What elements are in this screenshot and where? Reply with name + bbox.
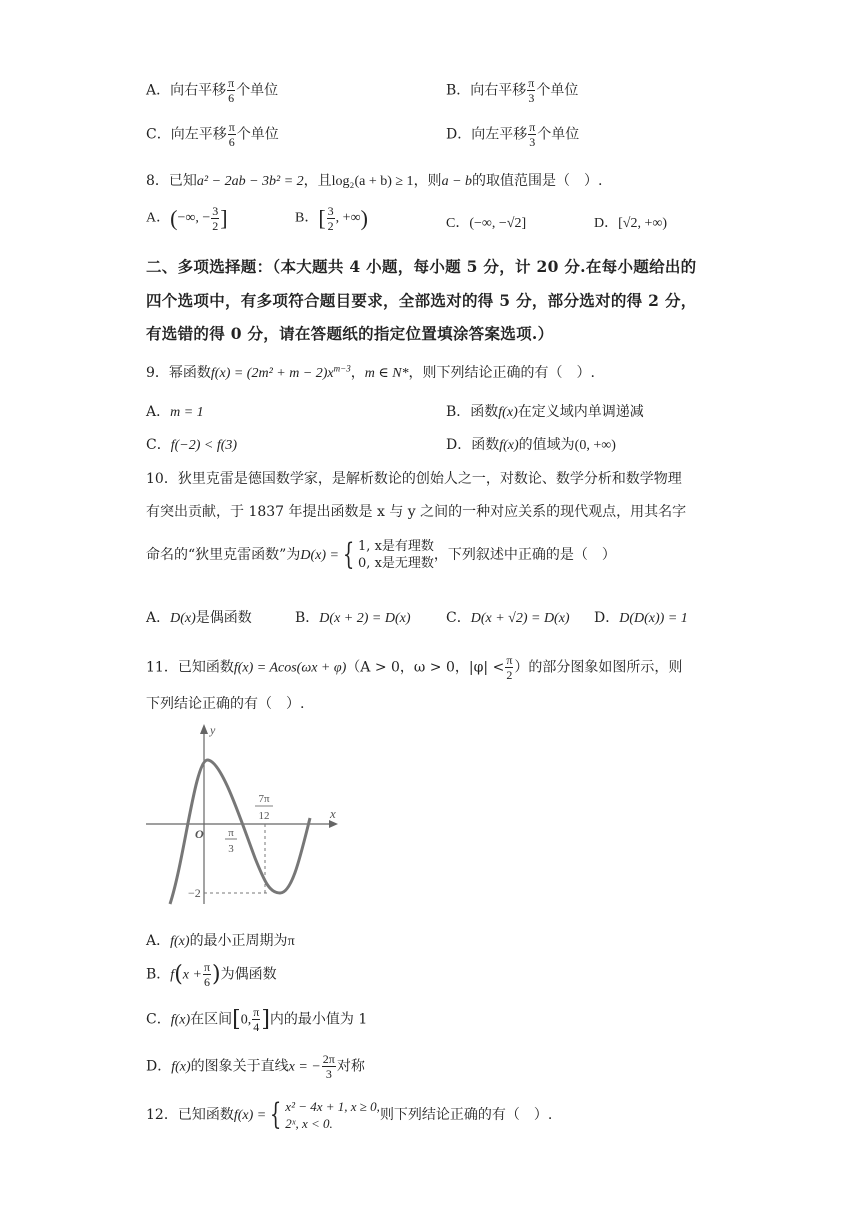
q10-option-a: A．D(x)是偶函数 xyxy=(146,610,252,626)
q11-option-a: A．f(x)的最小正周期为π xyxy=(146,933,295,949)
origin-label: O xyxy=(195,827,204,841)
pi-over-3-num: π xyxy=(228,827,234,839)
q7-option-b: B．向右平移 $\frac{\pi}{3}$ 个单位 xyxy=(446,76,579,105)
q9-stem: 9．幂函数$f(x) = (2m^2 + m - 2)x^{m-3}$，m ∈ N*，则下列结论正确的有（ ）. xyxy=(146,363,595,381)
section2-line2: 四个选项中，有多项符合题目要求，全部选对的得 5 分，部分选对的得 2 分， xyxy=(146,291,697,310)
q9-option-d: D．函数f(x)的值域为(0, +∞) xyxy=(446,437,616,453)
section2-line3: 有选错的得 0 分，请在答题纸的指定位置填涂答案选项.） xyxy=(146,324,554,343)
cosine-curve xyxy=(170,760,310,904)
q7-option-c: C．向左平移 $\frac{\pi}{6}$ 个单位 xyxy=(146,120,279,149)
q11-function-graph xyxy=(140,718,350,908)
q11-line2: 下列结论正确的有（ ）. xyxy=(146,696,305,712)
q7-option-a: A．向右平移 $\frac{\pi}{6}$ 个单位 xyxy=(146,76,279,105)
q11-stem: 11．已知函数f(x) = Acos(ωx + φ)（A > 0，ω > 0，|φ| < $\frac{\pi}{2}$ ）的部分图象如图所示，则 xyxy=(146,653,683,682)
seven-pi-over-12-num: 7π xyxy=(258,793,270,805)
q8-option-c: C．(−∞, −√2] xyxy=(446,216,527,231)
q8-option-a: A．(−∞, − $\frac{3}{2}$ ] xyxy=(146,204,228,233)
q8-stem: 8．已知a² − 2ab − 3b² = 2，且log₂(a + b) ≥ 1，则a − b的取值范围是（ ）. xyxy=(146,173,603,189)
q10-line2: 有突出贡献，于 1837 年提出函数是 x 与 y 之间的一种对应关系的现代观点，用其名字 xyxy=(146,504,687,520)
q12-stem: 12．已知函数f(x) = { x² − 4x + 1, x ≥ 0, 2ˣ, x < 0. 则下列结论正确的有（ ）. xyxy=(146,1097,553,1132)
q10-line3: 命名的“狄里克雷函数”为D(x) = { 1, x是有理数 0, x是无理数 ，下列叙述中正确的是（ ） xyxy=(146,537,616,572)
section2-line1: 二、多项选择题：（本大题共 4 小题，每小题 5 分，计 20 分.在每小题给出的 xyxy=(146,257,697,276)
q8-option-d: D．[√2, +∞) xyxy=(594,216,668,231)
y-axis-label: y xyxy=(210,723,216,737)
seven-pi-over-12-den: 12 xyxy=(258,810,270,822)
q8-option-b: B．[ $\frac{3}{2}$ , +∞) xyxy=(295,204,368,233)
q10-option-c: C．D(x + √2) = D(x) xyxy=(446,610,570,626)
q10-line1: 10．狄里克雷是德国数学家，是解析数论的创始人之一，对数论、数学分析和数学物理 xyxy=(146,471,682,487)
x-axis-label: x xyxy=(330,806,336,821)
q10-option-b: B．D(x + 2) = D(x) xyxy=(295,610,411,626)
q11-option-d: D．f(x)的图象关于直线x = − $\frac{2\pi}{3}$ 对称 xyxy=(146,1052,365,1081)
pi-over-3-den: 3 xyxy=(228,843,234,855)
brace-icon: { xyxy=(342,537,355,572)
q11-option-b: B．f(x + $\frac{\pi}{6}$ )为偶函数 xyxy=(146,960,277,989)
q9-option-b: B．函数f(x)在定义域内单调递减 xyxy=(446,404,644,420)
brace-icon: { xyxy=(270,1097,282,1132)
q7-option-d: D．向左平移 $\frac{\pi}{3}$ 个单位 xyxy=(446,120,580,149)
q9-option-c: C．f(−2) < f(3) xyxy=(146,437,238,453)
q10-option-d: D．D(D(x)) = 1 xyxy=(594,610,688,626)
y-axis-arrow-icon xyxy=(200,724,208,734)
x-axis-arrow-icon xyxy=(329,820,338,828)
minus-two-label: −2 xyxy=(188,886,201,900)
q9-option-a: A．m = 1 xyxy=(146,404,204,420)
q11-option-c: C．f(x)在区间[0, $\frac{\pi}{4}$ ]内的最小值为 1 xyxy=(146,1005,368,1034)
